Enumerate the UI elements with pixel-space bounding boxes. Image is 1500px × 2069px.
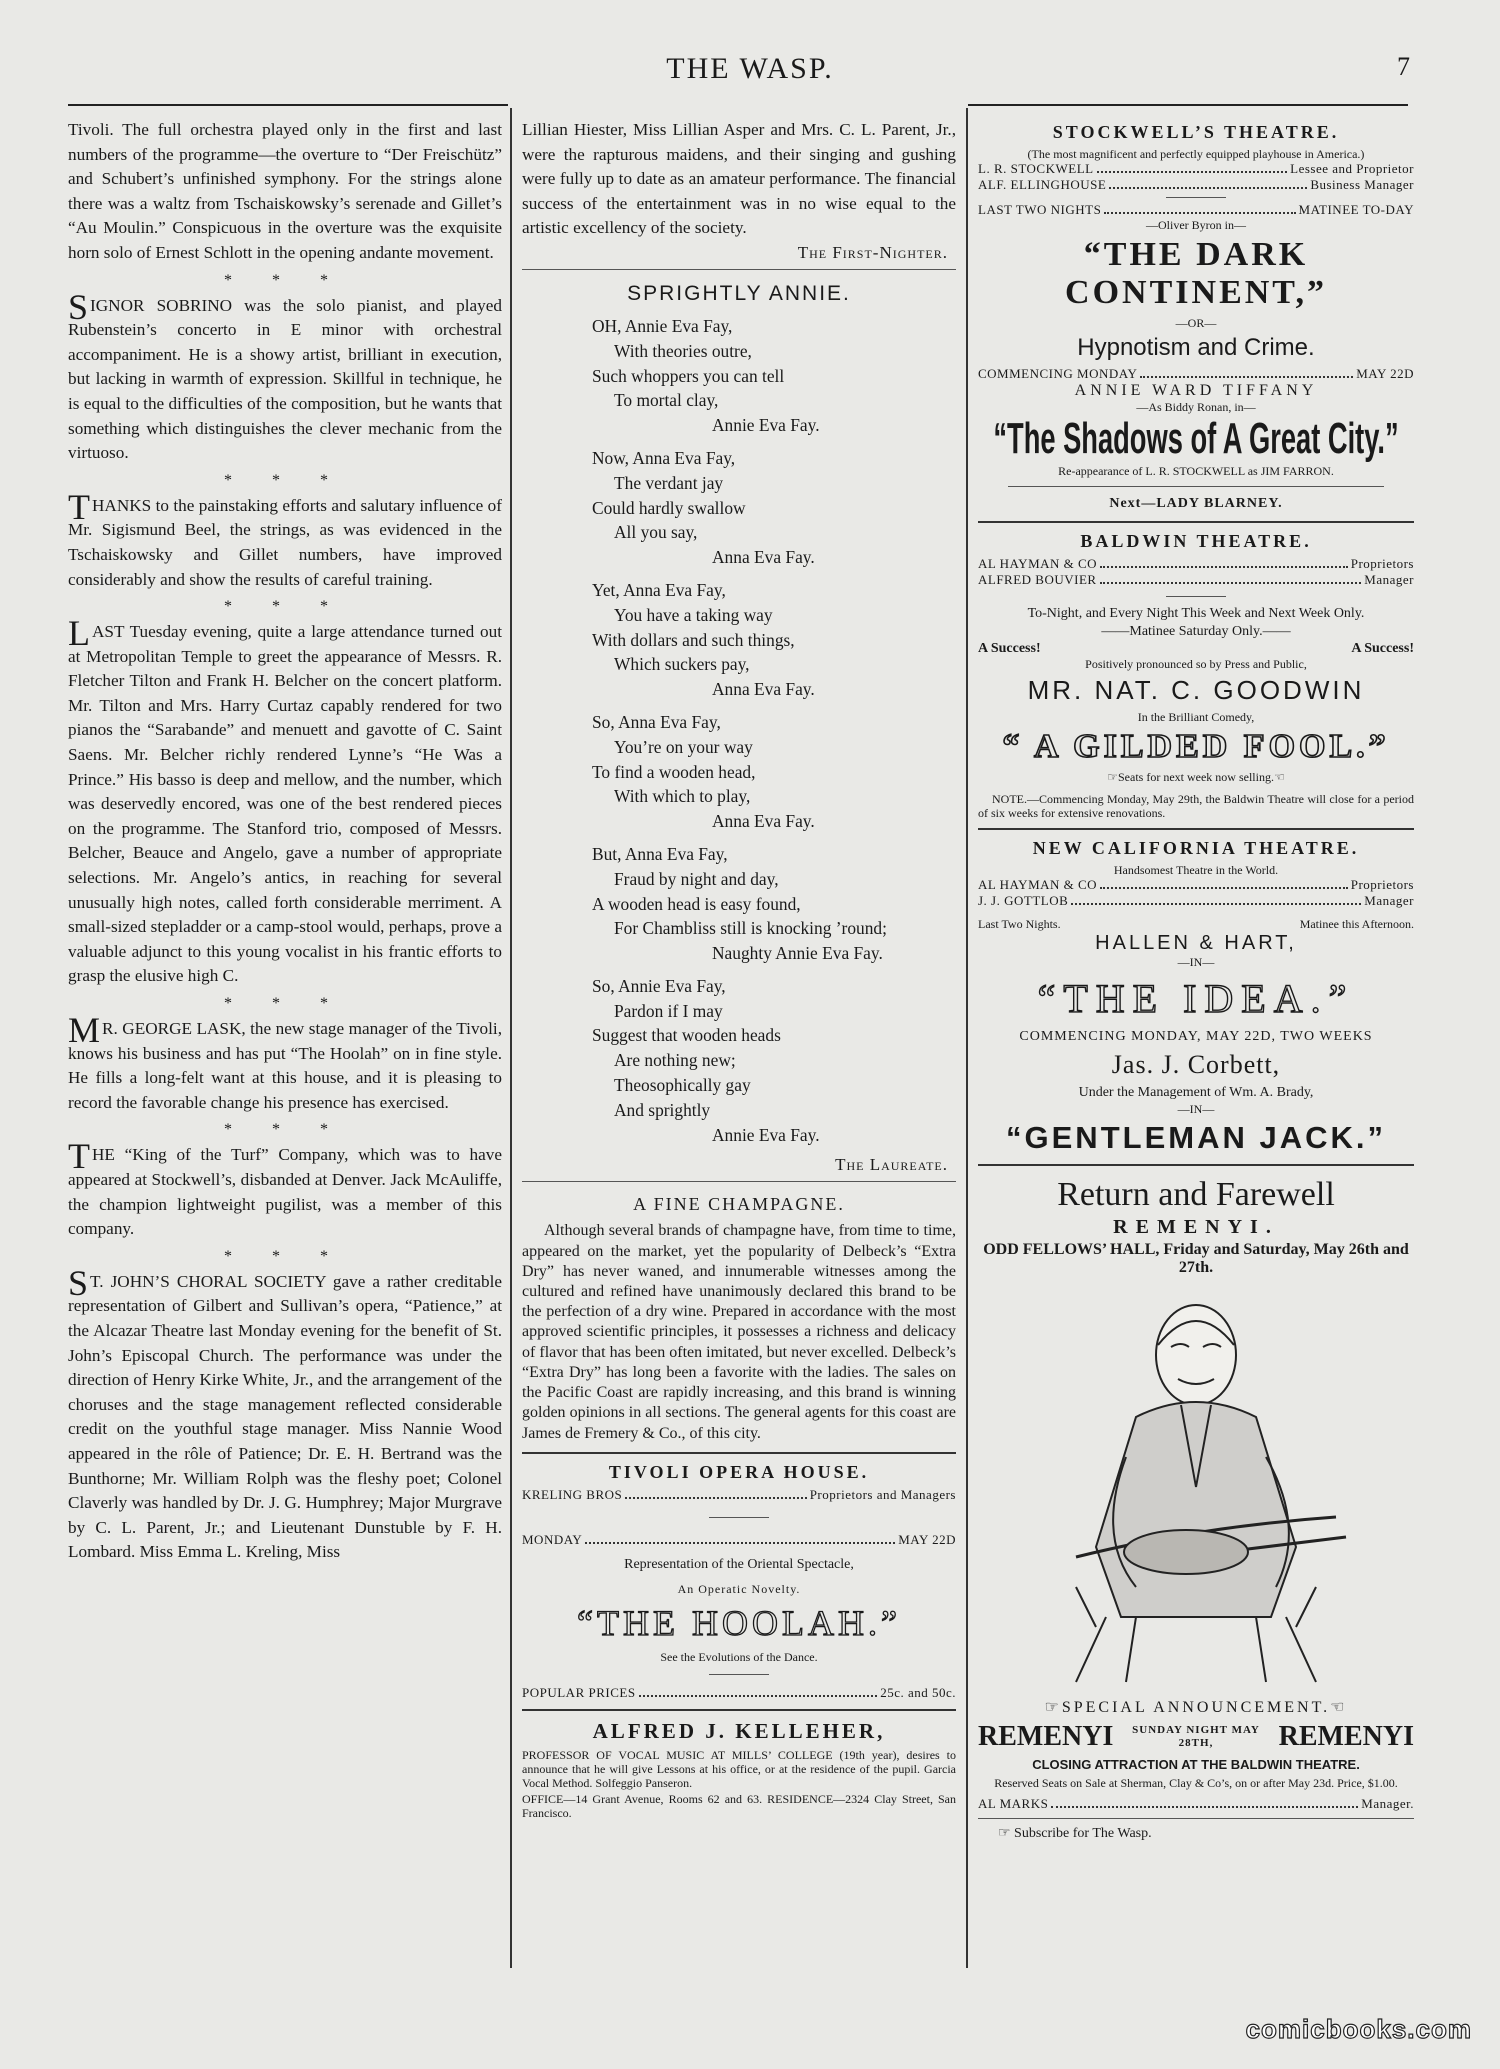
commencing-monday: COMMENCING MONDAY MAY 22D xyxy=(978,366,1414,381)
dark-continent: “THE DARK CONTINENT,” xyxy=(1065,236,1327,311)
closing-attraction: CLOSING ATTRACTION AT THE BALDWIN THEATRE. xyxy=(1032,1757,1360,1772)
separator-stars: * * * xyxy=(224,271,346,289)
column-2 xyxy=(522,118,956,1820)
biddy: —As Biddy Ronan, in— xyxy=(1136,400,1256,414)
kelleher-office: OFFICE—14 Grant Avenue, Rooms 62 and 63. RESIDENCE—2324 Clay Street, San Francisco. xyxy=(522,1791,956,1820)
dropcap: T xyxy=(68,1136,90,1177)
gentleman-jack: “GENTLEMAN JACK.” xyxy=(1006,1120,1386,1155)
poem-line: Are nothing new; xyxy=(614,1050,736,1071)
poem-line: But, Anna Eva Fay, xyxy=(592,843,728,864)
article-thanks: THANKS to the painstaking efforts and salutary influence of Mr. Sigismund Beel, the strings, as was evidenced in the Tschaiskowsky and Gillet numbers, have improved considerably and show the results of careful training. xyxy=(68,486,502,589)
tivoli-operatic: An Operatic Novelty. xyxy=(677,1581,801,1596)
newcal-title: NEW CALIFORNIA THEATRE. xyxy=(1032,838,1360,858)
poem-line: Suggest that wooden heads xyxy=(592,1025,781,1046)
poem-line: Naughty Annie Eva Fay. xyxy=(712,943,883,964)
baldwin-note: NOTE.—Commencing Monday, May 29th, the Baldwin Theatre will close for a period of six weeks for extensive renovations. xyxy=(978,792,1414,820)
or-label: —OR— xyxy=(1175,316,1217,330)
poem-line: And sprightly xyxy=(614,1099,711,1120)
poem-stanza xyxy=(522,446,956,570)
in-label-2: —IN— xyxy=(1177,1102,1215,1116)
baldwin-manager: ALFRED BOUVIER Manager xyxy=(978,572,1414,587)
seats-selling: ☞Seats for next week now selling.☜ xyxy=(1107,770,1285,784)
kelleher-title: ALFRED J. KELLEHER, xyxy=(592,1718,886,1743)
tonight: To-Night, and Every Night This Week and Next Week Only. xyxy=(1027,606,1365,621)
poem-line: Could hardly swallow xyxy=(592,497,746,518)
champagne-article: Although several brands of champagne have, from time to time, appeared on the market, yet the popularity of Delbeck’s “Extra Dry” has never waned, and innumerable witnesses among the cultured and refined have unanimously declared this brand to be the perfection of a dry wine. Prepared in accordance with the most approved scientific principles, it possesses a richness and delicacy of flavor that has been often imitated, but never excelled. Delbeck’s “Extra Dry” has long been a favorite with the ladies. The sales on the Pacific Coast are rapidly increasing, and this brand is winning golden opinions in all sections. The general agents for this coast are James de Fremery & Co., of this city. xyxy=(522,1222,956,1442)
stockwell-title: STOCKWELL’S THEATRE. xyxy=(1052,122,1340,142)
in-label: —IN— xyxy=(1177,955,1215,969)
tivoli-monday: MONDAY MAY 22D xyxy=(522,1531,956,1547)
poem-line: To mortal clay, xyxy=(614,390,719,411)
farewell-title: Return and Farewell xyxy=(1057,1176,1335,1213)
last-two-nights: LAST TWO NIGHTS MATINEE TO-DAY xyxy=(978,202,1414,217)
success-row: A Success! A Success! xyxy=(978,641,1414,656)
article-continued: Lillian Hiester, Miss Lillian Asper and Mrs. C. L. Parent, Jr., were the rapturous maidens, and their singing and gushing were fully up to date as an amateur performance. The financial success of the entertainment was in no wise equal to the artistic excellency of the society. xyxy=(522,120,956,238)
newcal-manager: J. J. GOTTLOB Manager xyxy=(978,893,1414,908)
column-3 xyxy=(978,118,1414,1842)
poem-line: So, Annie Eva Fay, xyxy=(592,975,726,996)
tivoli-ad xyxy=(522,1462,956,1701)
tivoli-title: TIVOLI OPERA HOUSE. xyxy=(608,1461,870,1482)
positively: Positively pronounced so by Press and Public, xyxy=(1085,657,1307,671)
separator-stars: * * * xyxy=(224,471,346,489)
poem-line: Anna Eva Fay. xyxy=(712,811,815,832)
separator-stars: * * * xyxy=(224,995,346,1012)
poem-stanza xyxy=(522,974,956,1148)
divider xyxy=(978,1164,1414,1166)
hoolah-title: “THE HOOLAH.” xyxy=(577,1602,901,1643)
dropcap: L xyxy=(68,613,90,654)
tivoli-evolutions: See the Evolutions of the Dance. xyxy=(660,1649,818,1664)
dropcap: M xyxy=(68,1010,101,1050)
article-king-of-turf: THE “King of the Turf” Company, which was to have appeared at Stockwell’s, disbanded at Denver. Jack McAuliffe, the champion lightweight pugilist, was a member of this company. xyxy=(68,1136,502,1239)
poem-line: With dollars and such things, xyxy=(592,629,795,650)
brilliant-comedy: In the Brilliant Comedy, xyxy=(1137,710,1255,724)
stockwell-ad xyxy=(978,122,1414,513)
divider xyxy=(978,521,1414,523)
divider xyxy=(978,1818,1414,1819)
poem-line: Fraud by night and day, xyxy=(614,868,779,889)
poem-line: A wooden head is easy found, xyxy=(592,893,801,914)
article-sobrino: SIGNOR SOBRINO was the solo pianist, and played Rubenstein’s concerto in E minor with orchestral accompaniment. He is a showy artist, brilliant in execution, but lacking in warmth of expression. Skillful in technique, he is equal to the difficulties of the composition, but he wants that something which distinguishes the clever mechanic from the virtuoso. xyxy=(68,286,502,463)
poem-line: Which suckers pay, xyxy=(614,654,750,675)
poem-title: SPRIGHTLY ANNIE. xyxy=(627,281,851,305)
kelleher-text: PROFESSOR OF VOCAL MUSIC AT MILLS’ COLLEGE (19th year), desires to announce that he will give Lessons at his office, or at the residence of the pupil. Garcia Vocal Method. Solfeggio Panseron. xyxy=(522,1747,956,1790)
dropcap: S xyxy=(68,1262,89,1303)
stockwell-manager: ALF. ELLINGHOUSE Business Manager xyxy=(978,177,1414,192)
tivoli-prices: POPULAR PRICES 25c. and 50c. xyxy=(522,1684,956,1700)
remenyi-name: REMENYI. xyxy=(1113,1216,1279,1238)
violinist-portrait-illustration xyxy=(1016,1287,1376,1687)
poem-line: Now, Anna Eva Fay, xyxy=(592,447,736,468)
hypnotism: Hypnotism and Crime. xyxy=(1077,334,1315,361)
odd-fellows: ODD FELLOWS’ HALL, Friday and Saturday, May 26th and 27th. xyxy=(983,1241,1409,1276)
special-announcement: ☞SPECIAL ANNOUNCEMENT.☜ xyxy=(1044,1699,1348,1716)
baldwin-title: BALDWIN THEATRE. xyxy=(1080,531,1312,551)
masthead: THE WASP. xyxy=(666,52,834,85)
article-lask: M R. GEORGE LASK, the new stage manager of the Tivoli, knows his business and has put “The Hoolah” on in fine style. He fills a long-felt want at this house, and it is pleasing to record the favorable change his presence has exercised. xyxy=(68,1010,502,1112)
stockwell-lessee: L. R. STOCKWELL Lessee and Proprietor xyxy=(978,161,1414,176)
poem-stanza xyxy=(522,710,956,834)
divider xyxy=(522,1709,956,1711)
shadows-title: “The Shadows of A Great City.” xyxy=(993,414,1399,463)
kelleher-ad xyxy=(522,1719,956,1820)
next-lady-blarney: Next—LADY BLARNEY. xyxy=(1109,496,1283,511)
tivoli-representation: Representation of the Oriental Spectacle, xyxy=(624,1556,854,1572)
remenyi-ad xyxy=(978,1176,1414,1812)
byron: —Oliver Byron in— xyxy=(1146,218,1246,232)
al-marks: AL MARKS Manager. xyxy=(978,1796,1414,1811)
header-rule-right xyxy=(968,104,1408,106)
page-number: 7 xyxy=(1397,52,1410,81)
poem-line: With which to play, xyxy=(614,786,751,807)
poem-line: Yet, Anna Eva Fay, xyxy=(592,579,726,600)
signature-first-nighter: The First-Nighter. xyxy=(797,242,948,262)
remenyi-sunday-row: REMENYI SUNDAY NIGHT MAY 28TH, REMENYI xyxy=(978,1721,1414,1752)
new-california-ad xyxy=(978,838,1414,1156)
baldwin-ad xyxy=(978,531,1414,820)
header-rule-left xyxy=(68,104,508,106)
last-nights-row: Last Two Nights. Matinee this Afternoon. xyxy=(978,917,1414,931)
poem-line: The verdant jay xyxy=(614,472,724,493)
dropcap: T xyxy=(68,486,90,527)
column-1 xyxy=(68,118,502,1565)
poem-line: You’re on your way xyxy=(614,736,753,757)
annie-ward: ANNIE WARD TIFFANY xyxy=(1074,382,1318,399)
signature-laureate: The Laureate. xyxy=(835,1155,948,1175)
matinee-saturday: ——Matinee Saturday Only.—— xyxy=(1101,624,1291,639)
poem xyxy=(522,314,956,1148)
newcal-proprietors: AL HAYMAN & CO Proprietors xyxy=(978,877,1414,892)
corbett: Jas. J. Corbett, xyxy=(1111,1050,1281,1079)
champagne-title: A FINE CHAMPAGNE. xyxy=(633,1194,845,1215)
commencing-two-weeks: COMMENCING MONDAY, MAY 22D, TWO WEEKS xyxy=(1019,1029,1373,1044)
column-divider-1 xyxy=(510,108,512,1968)
article-last-tuesday: LAST Tuesday evening, quite a large attendance turned out at Metropolitan Temple to greet the appearance of Messrs. R. Fletcher Tilton and Frank H. Belcher on the concert platform. Mr. Tilton and Mrs. Harry Curtaz capably rendered for two pianos the “Sarabande” and menuett and gavotte of C. Saint Saens. Mr. Belcher richly rendered Lynne’s “He Was a Prince.” His basso is deep and mellow, and the number, which was deservedly encored, was one of the best rendered pieces on the programme. The Stanford trio, composed of Messrs. Belcher, Beauce and Angelo, gave a number of appropriate selections. Mr. Angelo’s antics, in reaching for several unusually high notes, called forth considerable merriment. A small-sized stepladder or a camp-stool would, perhaps, prove a valuable adjunct to this young vocalist in his frantic efforts to grasp the elusive high C. xyxy=(68,613,502,986)
separator-stars: * * * xyxy=(224,1247,346,1265)
under-management: Under the Management of Wm. A. Brady, xyxy=(1078,1085,1314,1100)
column-divider-2 xyxy=(966,108,968,1968)
stockwell-sub: (The most magnificent and perfectly equipped playhouse in America.) xyxy=(1027,147,1365,161)
poem-line: Pardon if I may xyxy=(614,1000,723,1021)
poem-stanza xyxy=(522,578,956,702)
divider xyxy=(522,1181,956,1182)
poem-line: With theories outre, xyxy=(614,340,752,361)
reserved-seats: Reserved Seats on Sale at Sherman, Clay & Co’s, on or after May 23d. Price, $1.00. xyxy=(994,1776,1398,1790)
goodwin: MR. NAT. C. GOODWIN xyxy=(1027,675,1365,705)
hallen-hart: HALLEN & HART, xyxy=(1095,932,1297,954)
separator-stars: * * * xyxy=(224,598,346,616)
divider xyxy=(522,1452,956,1454)
poem-line: Annie Eva Fay. xyxy=(712,415,820,436)
poem-line: For Chambliss still is knocking ’round; xyxy=(614,918,887,939)
dropcap: S xyxy=(68,286,89,327)
separator-stars: * * * xyxy=(224,1121,346,1139)
divider xyxy=(522,269,956,270)
poem-line: You have a taking way xyxy=(614,604,773,625)
poem-line: Anna Eva Fay. xyxy=(712,547,815,568)
poem-line: So, Anna Eva Fay, xyxy=(592,711,721,732)
article-st-johns: S T. JOHN’S CHORAL SOCIETY gave a rather creditable representation of Gilbert and Sullivan’s opera, “Patience,” at the Alcazar Theatre last Monday evening for the benefit of St. John’s Episcopal Church. The performance was under the direction of Henry Kirke White, Jr., and the arrangement of the choruses and the stage management reflected considerable credit on the youthful stage manager. Miss Nannie Wood appeared in the rôle of Patience; Dr. E. H. Bertrand was the Bunthorne; Mr. William Rolph was the fleshy poet; Colonel Claverly was handled by Dr. J. G. Humphrey; Major Murgrave by C. L. Parent, Jr.; and Lieutenant Dunstuble by F. H. Lombard. Miss Emma L. Kreling, Miss xyxy=(68,1262,502,1562)
baldwin-proprietors: AL HAYMAN & CO Proprietors xyxy=(978,556,1414,571)
poem-line: Anna Eva Fay. xyxy=(712,679,815,700)
article-intro: Tivoli. The full orchestra played only in the first and last numbers of the programme—the overture to “Der Freischütz” and Schubert’s unfinished symphony. For the strings alone there was a waltz from Tschaiskowsky’s serenade and Gillet’s “Au Moulin.” Conspicuous in the overture was the exquisite horn solo of Ernest Schlott in the opening andante movement. xyxy=(68,120,502,262)
gilded-fool: “ A GILDED FOOL.” xyxy=(1002,728,1390,765)
poem-line: All you say, xyxy=(614,522,698,543)
reappearance: Re-appearance of L. R. STOCKWELL as JIM FARRON. xyxy=(1058,464,1334,478)
the-idea: “THE IDEA.” xyxy=(1037,976,1355,1021)
watermark: comicbooks.com xyxy=(1245,2014,1472,2044)
poem-line: Annie Eva Fay. xyxy=(712,1124,820,1145)
poem-line: OH, Annie Eva Fay, xyxy=(592,315,733,336)
poem-stanza xyxy=(522,314,956,438)
subscribe-note: ☞ Subscribe for The Wasp. xyxy=(998,1826,1152,1841)
divider xyxy=(978,828,1414,830)
poem-stanza xyxy=(522,842,956,966)
poem-line: To find a wooden head, xyxy=(592,761,756,782)
poem-line: Such whoppers you can tell xyxy=(592,365,785,386)
poem-line: Theosophically gay xyxy=(614,1075,751,1096)
newcal-sub: Handsomest Theatre in the World. xyxy=(1113,863,1279,877)
tivoli-proprietors: KRELING BROS Proprietors and Managers xyxy=(522,1486,956,1502)
